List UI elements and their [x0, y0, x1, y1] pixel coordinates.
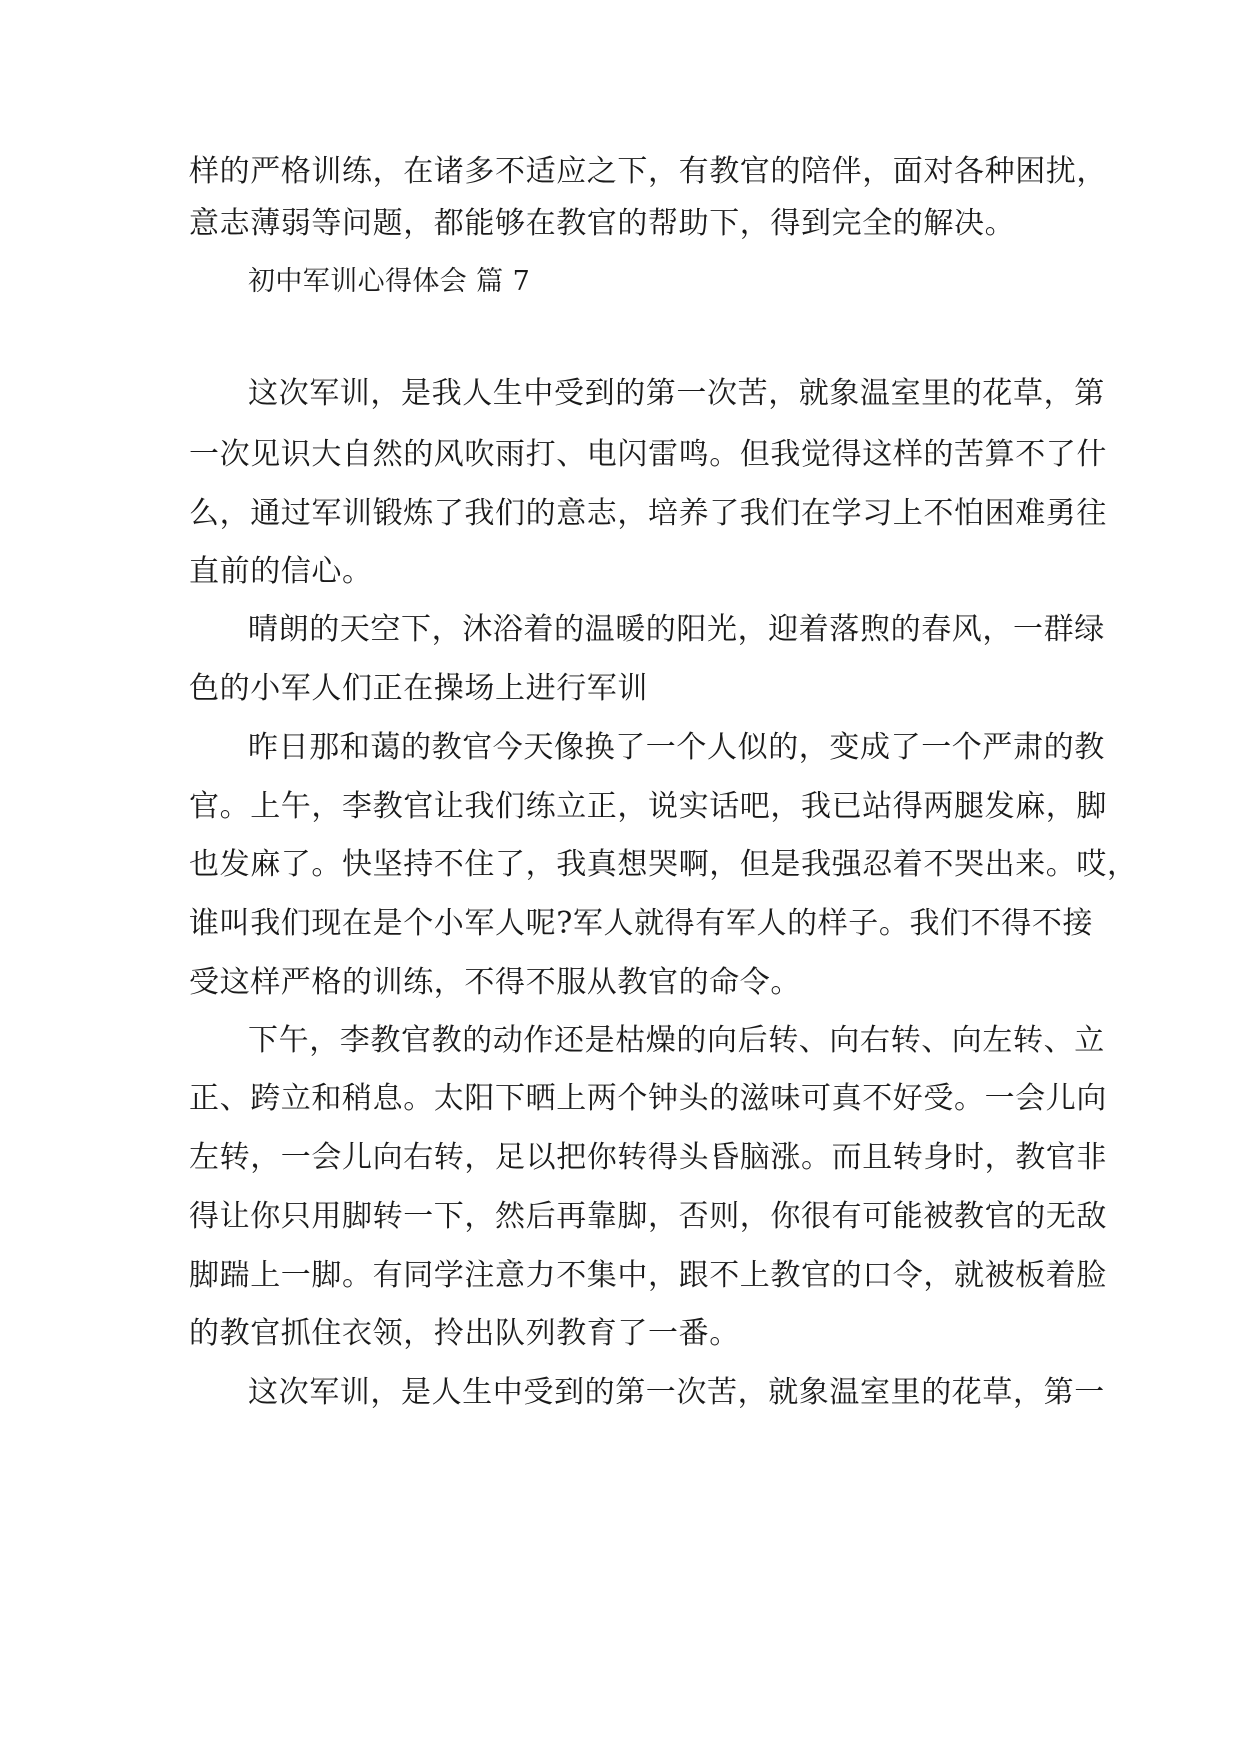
text-line: 这次军训，是人生中受到的第一次苦，就象温室里的花草，第一: [248, 1375, 1105, 1410]
text-line: 的教官抓住衣领，拎出队列教育了一番。: [189, 1316, 740, 1351]
text-line: 下午，李教官教的动作还是枯燥的向后转、向右转、向左转、立: [248, 1023, 1105, 1058]
text-line: 直前的信心。: [189, 554, 373, 589]
text-line: 昨日那和蔼的教官今天像换了一个人似的，变成了一个严肃的教: [248, 730, 1105, 765]
text-line: 么，通过军训锻炼了我们的意志，培养了我们在学习上不怕困难勇往: [189, 496, 1107, 531]
text-line: 左转，一会儿向右转，足以把你转得头昏脑涨。而且转身时，教官非: [189, 1140, 1107, 1175]
text-line: 谁叫我们现在是个小军人呢?军人就得有军人的样子。我们不得不接: [189, 906, 1094, 941]
section-heading: 初中军训心得体会 篇 7: [248, 266, 531, 297]
text-line: 正、跨立和稍息。太阳下晒上两个钟头的滋味可真不好受。一会儿向: [189, 1081, 1107, 1116]
text-line: 也发麻了。快坚持不住了，我真想哭啊，但是我强忍着不哭出来。哎，: [189, 847, 1138, 882]
text-line: 色的小军人们正在操场上进行军训: [189, 671, 648, 706]
text-line: 官。上午，李教官让我们练立正，说实话吧，我已站得两腿发麻，脚: [189, 789, 1107, 824]
text-line: 意志薄弱等问题，都能够在教官的帮助下，得到完全的解决。: [189, 206, 1016, 241]
text-line: 这次军训，是我人生中受到的第一次苦，就象温室里的花草，第: [248, 376, 1105, 411]
text-line: 得让你只用脚转一下，然后再靠脚，否则，你很有可能被教官的无敌: [189, 1199, 1107, 1234]
text-line: 晴朗的天空下，沐浴着的温暖的阳光，迎着落煦的春风，一群绿: [248, 612, 1105, 647]
text-line: 样的严格训练，在诸多不适应之下，有教官的陪伴，面对各种困扰，: [189, 154, 1107, 189]
text-line: 一次见识大自然的风吹雨打、电闪雷鸣。但我觉得这样的苦算不了什: [189, 437, 1107, 472]
text-line: 脚踹上一脚。有同学注意力不集中，跟不上教官的口令，就被板着脸: [189, 1258, 1107, 1293]
text-line: 受这样严格的训练，不得不服从教官的命令。: [189, 965, 801, 1000]
